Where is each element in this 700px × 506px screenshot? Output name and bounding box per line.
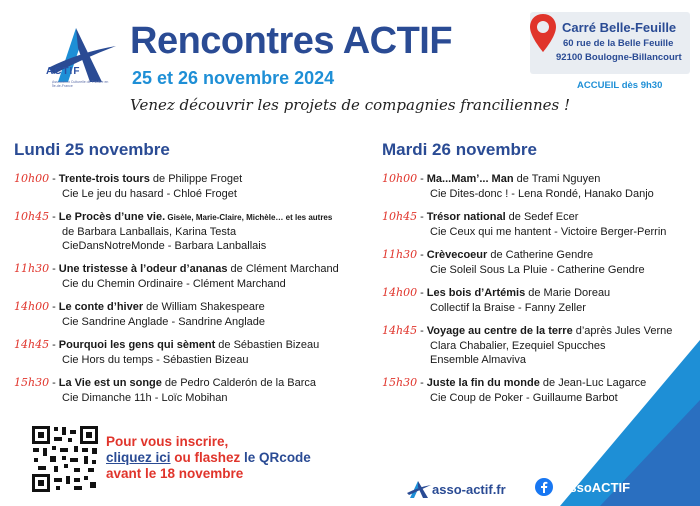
event-item — [382, 248, 700, 277]
signup-or: ou flashez — [170, 450, 245, 465]
event-show-title: Une tristesse à l’odeur d’ananas — [58, 263, 228, 275]
event-item — [14, 376, 382, 405]
event-separator: - — [420, 377, 424, 389]
event-item — [14, 262, 382, 291]
event-heading — [382, 172, 700, 187]
event-show-title: Le conte d’hiver — [58, 301, 144, 313]
event-detail: Cie Le jeu du hasard - Chloé Froget — [62, 188, 237, 200]
event-time: 14h00 — [14, 300, 50, 313]
website-link[interactable]: asso-actif.fr — [432, 482, 506, 497]
event-separator: - — [52, 211, 56, 223]
signup-line1: Pour vous inscrire, — [106, 434, 229, 449]
event-item — [14, 172, 382, 201]
event-show-title: Les bois d’Artémis — [426, 287, 526, 299]
venue-name: Carré Belle-Feuille — [562, 20, 677, 35]
signup-line2 — [106, 450, 311, 466]
event-show-title: Voyage au centre de la terre — [426, 325, 573, 337]
event-detail: Cie du Chemin Ordinaire - Clément Marchand — [62, 278, 286, 290]
facebook-link[interactable]: AssoACTIF — [560, 480, 631, 495]
signup-deadline: avant le 18 novembre — [106, 466, 244, 481]
event-show-title: Trésor national — [426, 211, 506, 223]
event-detail: Cie Coup de Poker - Guillaume Barbot — [430, 392, 618, 404]
event-author: de Sébastien Bizeau — [215, 339, 320, 351]
event-author: de Catherine Gendre — [487, 249, 594, 261]
event-dates: 25 et 26 novembre 2024 — [132, 68, 335, 88]
event-time: 14h00 — [382, 286, 418, 299]
event-separator: - — [52, 263, 56, 275]
event-author: de Jean-Luc Lagarce — [539, 377, 647, 389]
signup-qr: le QRcode — [244, 450, 311, 465]
event-time: 15h30 — [382, 376, 418, 389]
event-author: de Pedro Calderón de la Barca — [161, 377, 316, 389]
tagline: Venez découvrir les projets de compagnies franciliennes ! — [130, 96, 570, 114]
event-item — [14, 338, 382, 367]
event-show-title: La Vie est un songe — [58, 377, 162, 389]
event-detail: CieDansNotreMonde - Barbara Lanballais — [62, 240, 267, 252]
event-item — [14, 300, 382, 329]
location-pin-icon — [528, 12, 558, 56]
event-heading — [382, 286, 700, 301]
venue-street: 60 rue de la Belle Feuille — [563, 38, 674, 49]
event-heading — [14, 300, 382, 315]
event-show-title: Trente-trois tours — [58, 173, 150, 185]
event-heading — [14, 172, 382, 187]
event-time: 10h45 — [14, 210, 50, 223]
actif-mini-logo-icon — [406, 480, 432, 500]
event-separator: - — [52, 377, 56, 389]
facebook-icon[interactable] — [534, 477, 554, 497]
event-author: de Trami Nguyen — [513, 173, 601, 185]
event-separator: - — [420, 173, 424, 185]
event-heading — [14, 376, 382, 391]
event-show-title: Ma...Mam’... Man — [426, 173, 514, 185]
event-detail: Cie Dites-donc ! - Lena Rondé, Hanako Danjo — [430, 188, 654, 200]
event-heading — [382, 324, 700, 339]
event-detail: Cie Dimanche 11h - Loïc Mobihan — [62, 392, 228, 404]
event-item — [382, 172, 700, 201]
day-title: Lundi 25 novembre — [14, 140, 170, 159]
logo-name: ACTIF — [46, 66, 81, 77]
day-title: Mardi 26 novembre — [382, 140, 537, 159]
event-heading — [382, 248, 700, 263]
event-separator: - — [420, 249, 424, 261]
event-time: 11h30 — [14, 262, 50, 275]
event-heading — [14, 210, 382, 225]
event-heading — [14, 262, 382, 277]
event-separator: - — [52, 301, 56, 313]
event-time: 10h00 — [14, 172, 50, 185]
event-time: 15h30 — [14, 376, 50, 389]
event-detail: Clara Chabalier, Ezequiel Spucches — [430, 340, 606, 352]
actif-logo-icon — [40, 24, 120, 102]
event-time: 14h45 — [382, 324, 418, 337]
event-show-title: Pourquoi les gens qui sèment — [58, 339, 216, 351]
event-author: de Sedef Ecer — [505, 211, 579, 223]
event-heading — [382, 210, 700, 225]
event-separator: - — [420, 211, 424, 223]
event-heading — [14, 338, 382, 353]
page-title: Rencontres ACTIF — [130, 20, 453, 62]
event-separator: - — [420, 287, 424, 299]
event-separator: - — [52, 173, 56, 185]
logo-subtitle: Association Culturelle de Théâtre en Île-de-France — [52, 80, 109, 88]
event-show-title: Le Procès d’une vie. — [58, 211, 166, 223]
event-show-title: Juste la fin du monde — [426, 377, 540, 389]
event-time: 10h45 — [382, 210, 418, 223]
event-author: de William Shakespeare — [143, 301, 265, 313]
event-detail: Cie Soleil Sous La Pluie - Catherine Gendre — [430, 264, 645, 276]
event-detail: Cie Sandrine Anglade - Sandrine Anglade — [62, 316, 266, 328]
day-column-monday — [14, 140, 382, 414]
event-time: 14h45 — [14, 338, 50, 351]
event-time: 11h30 — [382, 248, 418, 261]
event-author: de Clément Marchand — [227, 263, 339, 275]
event-author: d’après Jules Verne — [572, 325, 673, 337]
event-separator: - — [420, 325, 424, 337]
event-detail: Cie Ceux qui me hantent - Victoire Berger-Perrin — [430, 226, 667, 238]
event-time: 10h00 — [382, 172, 418, 185]
event-author: de Philippe Froget — [149, 173, 243, 185]
event-author: de Marie Doreau — [525, 287, 611, 299]
signup-link[interactable]: cliquez ici — [106, 450, 171, 465]
event-separator: - — [52, 339, 56, 351]
event-show-title: Crèvecoeur — [426, 249, 488, 261]
welcome-time: ACCUEIL dès 9h30 — [577, 80, 663, 91]
venue-city: 92100 Boulogne-Billancourt — [556, 52, 682, 63]
event-subtitle: Gisèle, Marie-Claire, Michèle… et les autres — [165, 213, 333, 222]
event-item — [14, 210, 382, 253]
signup-text — [106, 434, 311, 482]
event-detail: de Barbara Lanballais, Karina Testa — [62, 226, 237, 238]
event-detail: Collectif la Braise - Fanny Zeller — [430, 302, 586, 314]
event-item — [382, 286, 700, 315]
event-list — [14, 172, 382, 405]
qr-code-icon[interactable] — [30, 424, 100, 494]
event-item — [382, 210, 700, 239]
event-detail: Cie Hors du temps - Sébastien Bizeau — [62, 354, 249, 366]
event-detail: Ensemble Almaviva — [430, 354, 526, 366]
